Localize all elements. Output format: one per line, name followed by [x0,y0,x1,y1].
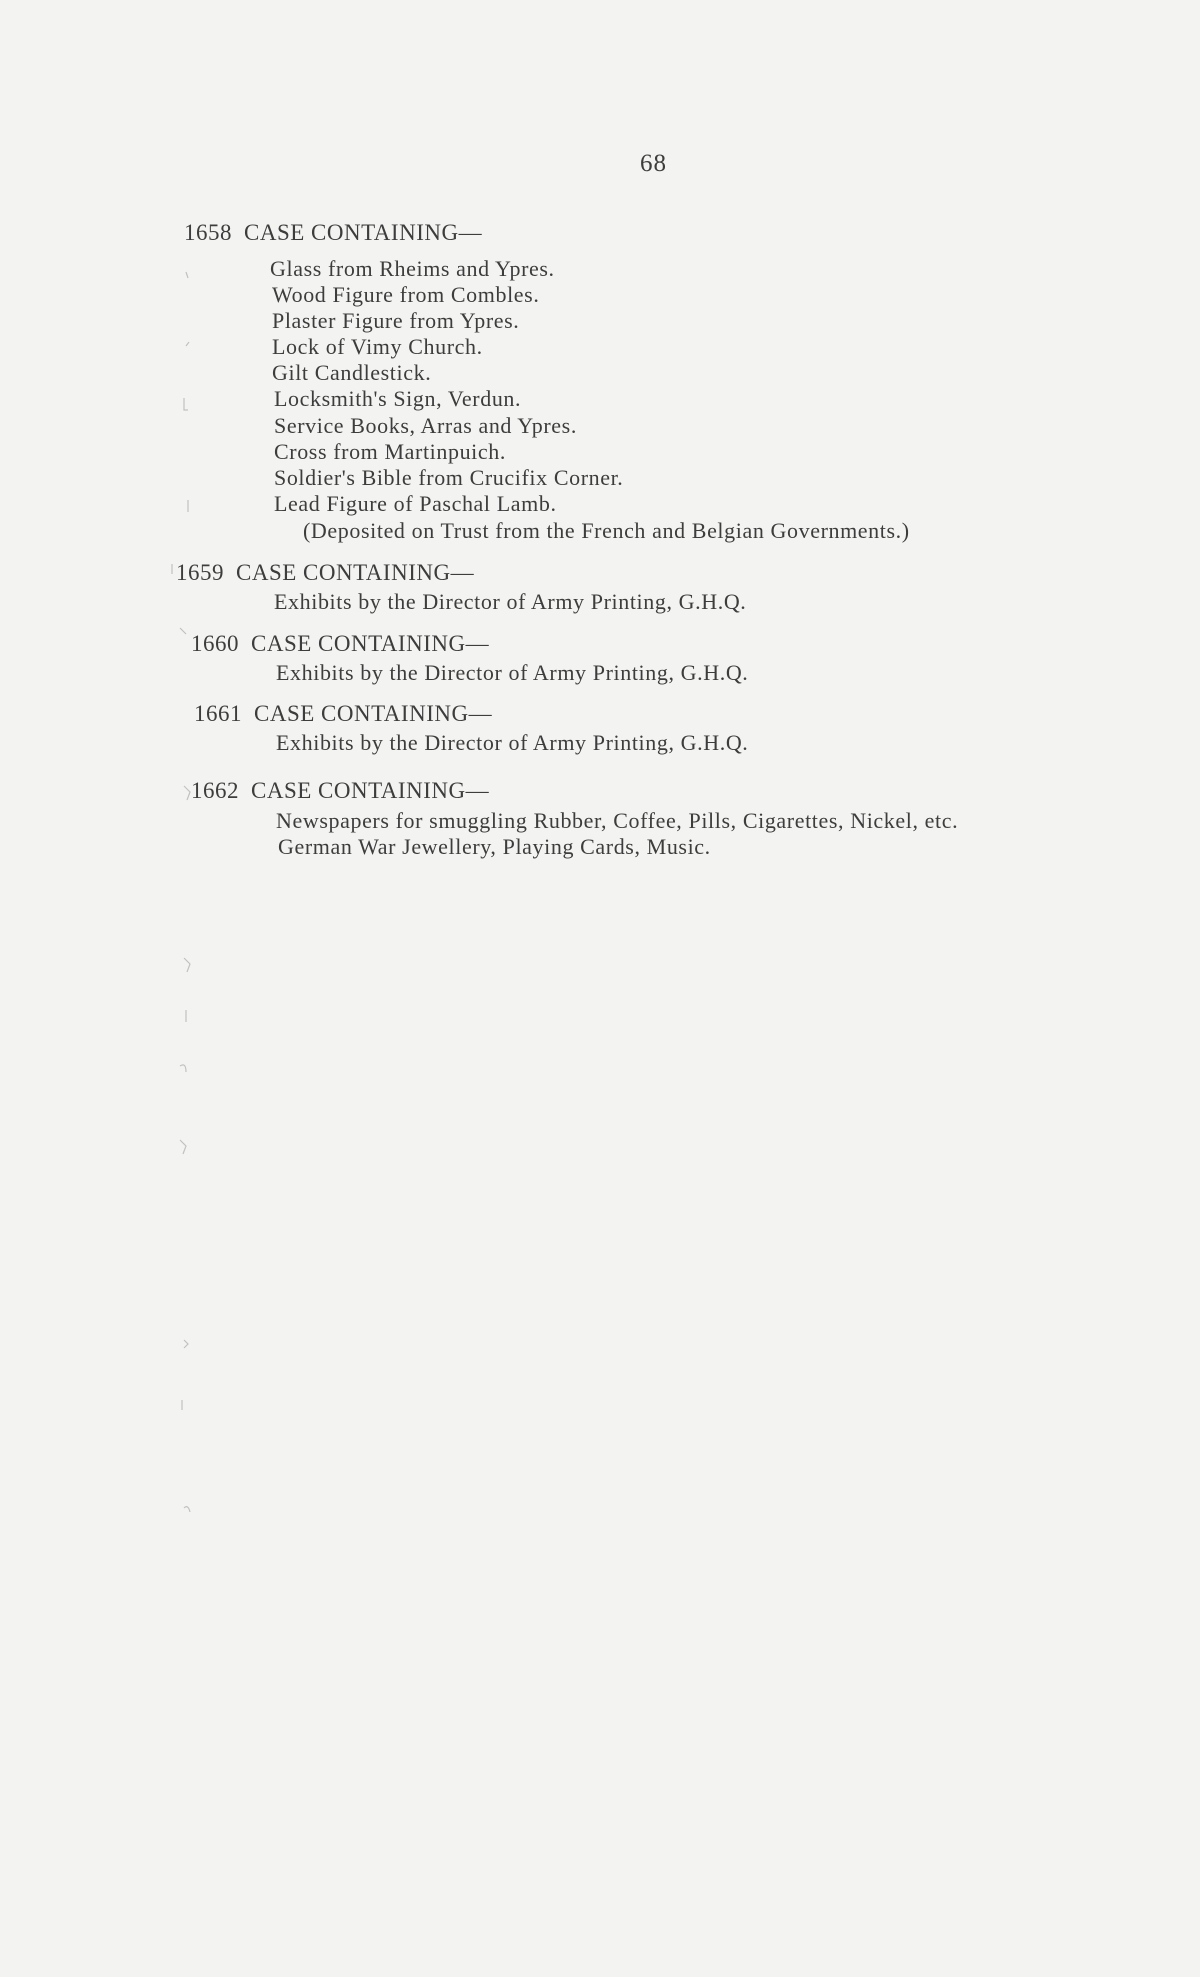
list-item: Exhibits by the Director of Army Printing, G.H.Q. [276,660,749,685]
entry-title: CASE CONTAINING— [254,701,493,726]
entry-header-1658 [184,220,482,246]
list-item: Exhibits by the Director of Army Printing, G.H.Q. [274,589,747,614]
entry-number: 1658 [184,220,232,245]
margin-mark [180,628,186,634]
list-item: Soldier's Bible from Crucifix Corner. [274,465,624,490]
entry-header-1660 [191,631,489,657]
entry-number: 1661 [194,701,242,726]
list-item: Cross from Martinpuich. [274,439,506,464]
margin-mark [184,398,188,410]
entry-header-1662 [191,778,489,804]
list-item: Newspapers for smuggling Rubber, Coffee, Pills, Cigarettes, Nickel, etc. [276,808,959,833]
margin-mark [184,1340,188,1348]
list-item: Wood Figure from Combles. [272,282,540,307]
margin-mark [184,958,190,972]
list-item: Lock of Vimy Church. [272,334,483,359]
list-item: Exhibits by the Director of Army Printing, G.H.Q. [276,730,749,755]
entry-header-1659 [176,560,474,586]
list-item: Lead Figure of Paschal Lamb. [274,491,557,516]
entry-title: CASE CONTAINING— [251,631,490,656]
deposit-note: (Deposited on Trust from the French and Belgian Governments.) [303,518,910,543]
page-number: 68 [640,150,667,177]
margin-mark [180,1140,186,1154]
entry-title: CASE CONTAINING— [251,778,490,803]
margin-mark [180,1065,186,1072]
margin-mark [184,1507,190,1512]
entry-number: 1659 [176,560,224,585]
entry-title: CASE CONTAINING— [236,560,475,585]
entry-number: 1660 [191,631,239,656]
list-item: Plaster Figure from Ypres. [272,308,520,333]
list-item: Service Books, Arras and Ypres. [274,413,577,438]
entry-number: 1662 [191,778,239,803]
list-item: German War Jewellery, Playing Cards, Music. [278,834,711,859]
margin-mark [186,342,189,346]
entry-title: CASE CONTAINING— [244,220,483,245]
entry-header-1661 [194,701,492,727]
list-item: Locksmith's Sign, Verdun. [274,386,522,411]
margin-mark [184,786,190,800]
list-item: Glass from Rheims and Ypres. [270,256,555,281]
list-item: Gilt Candlestick. [272,360,432,385]
margin-mark [186,272,188,278]
